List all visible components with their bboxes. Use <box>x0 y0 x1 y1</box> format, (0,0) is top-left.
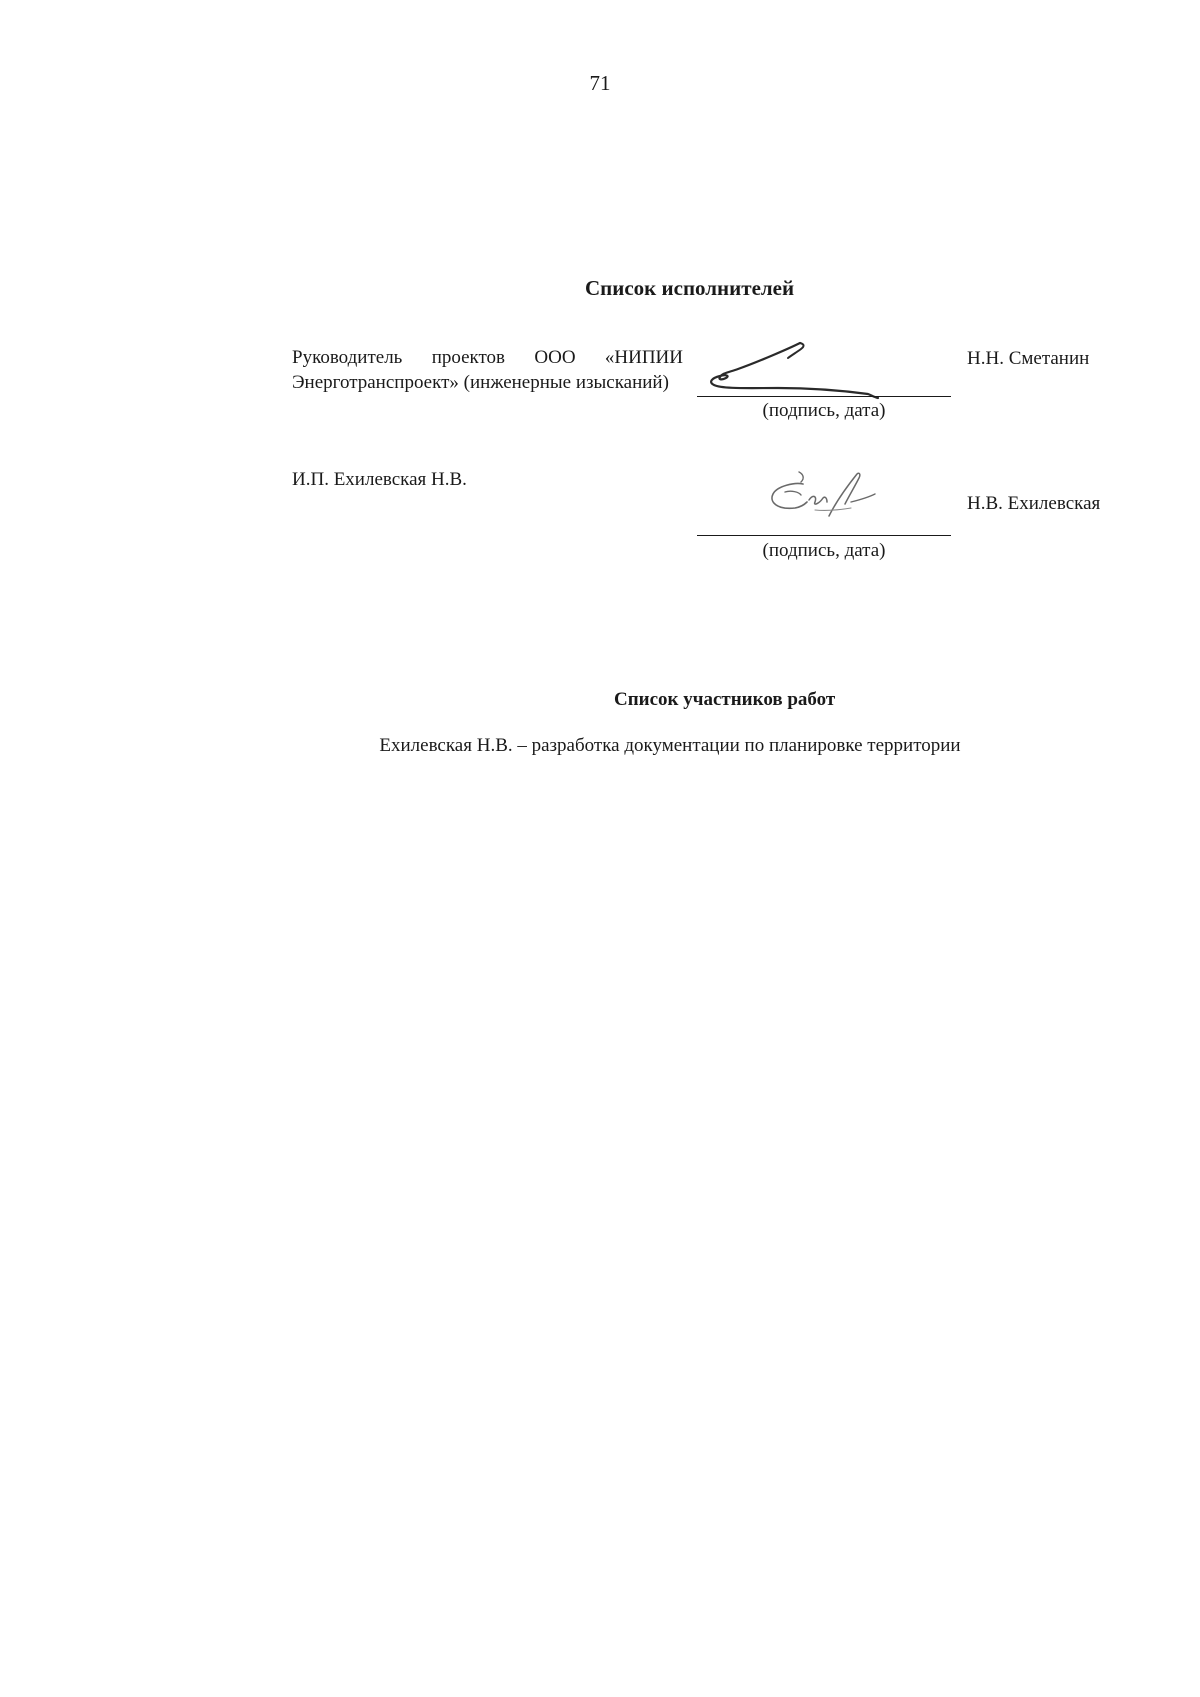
signature-caption-2: (подпись, дата) <box>762 540 886 561</box>
signature-line-2 <box>697 535 951 536</box>
participants-title: Список участников работ <box>614 689 836 710</box>
signature-caption-1: (подпись, дата) <box>762 400 886 421</box>
participant-item: Ехилевская Н.В. – разработка документации по планировке территории <box>379 735 961 756</box>
signature-line-1 <box>697 396 951 397</box>
performers-title: Список исполнителей <box>585 276 795 300</box>
performer-name-1: Н.Н. Сметанин <box>967 348 1090 369</box>
page-number: 71 <box>589 71 611 95</box>
handwritten-signature-ekhilevskaya-icon <box>755 470 895 528</box>
performer-role-2: И.П. Ехилевская Н.В. <box>292 469 467 490</box>
performer-name-2: Н.В. Ехилевская <box>967 493 1101 514</box>
performer-role-1: Руководитель проектов ООО «НИПИИ Энерготранспроект» (инженерные изысканий) <box>292 347 683 393</box>
